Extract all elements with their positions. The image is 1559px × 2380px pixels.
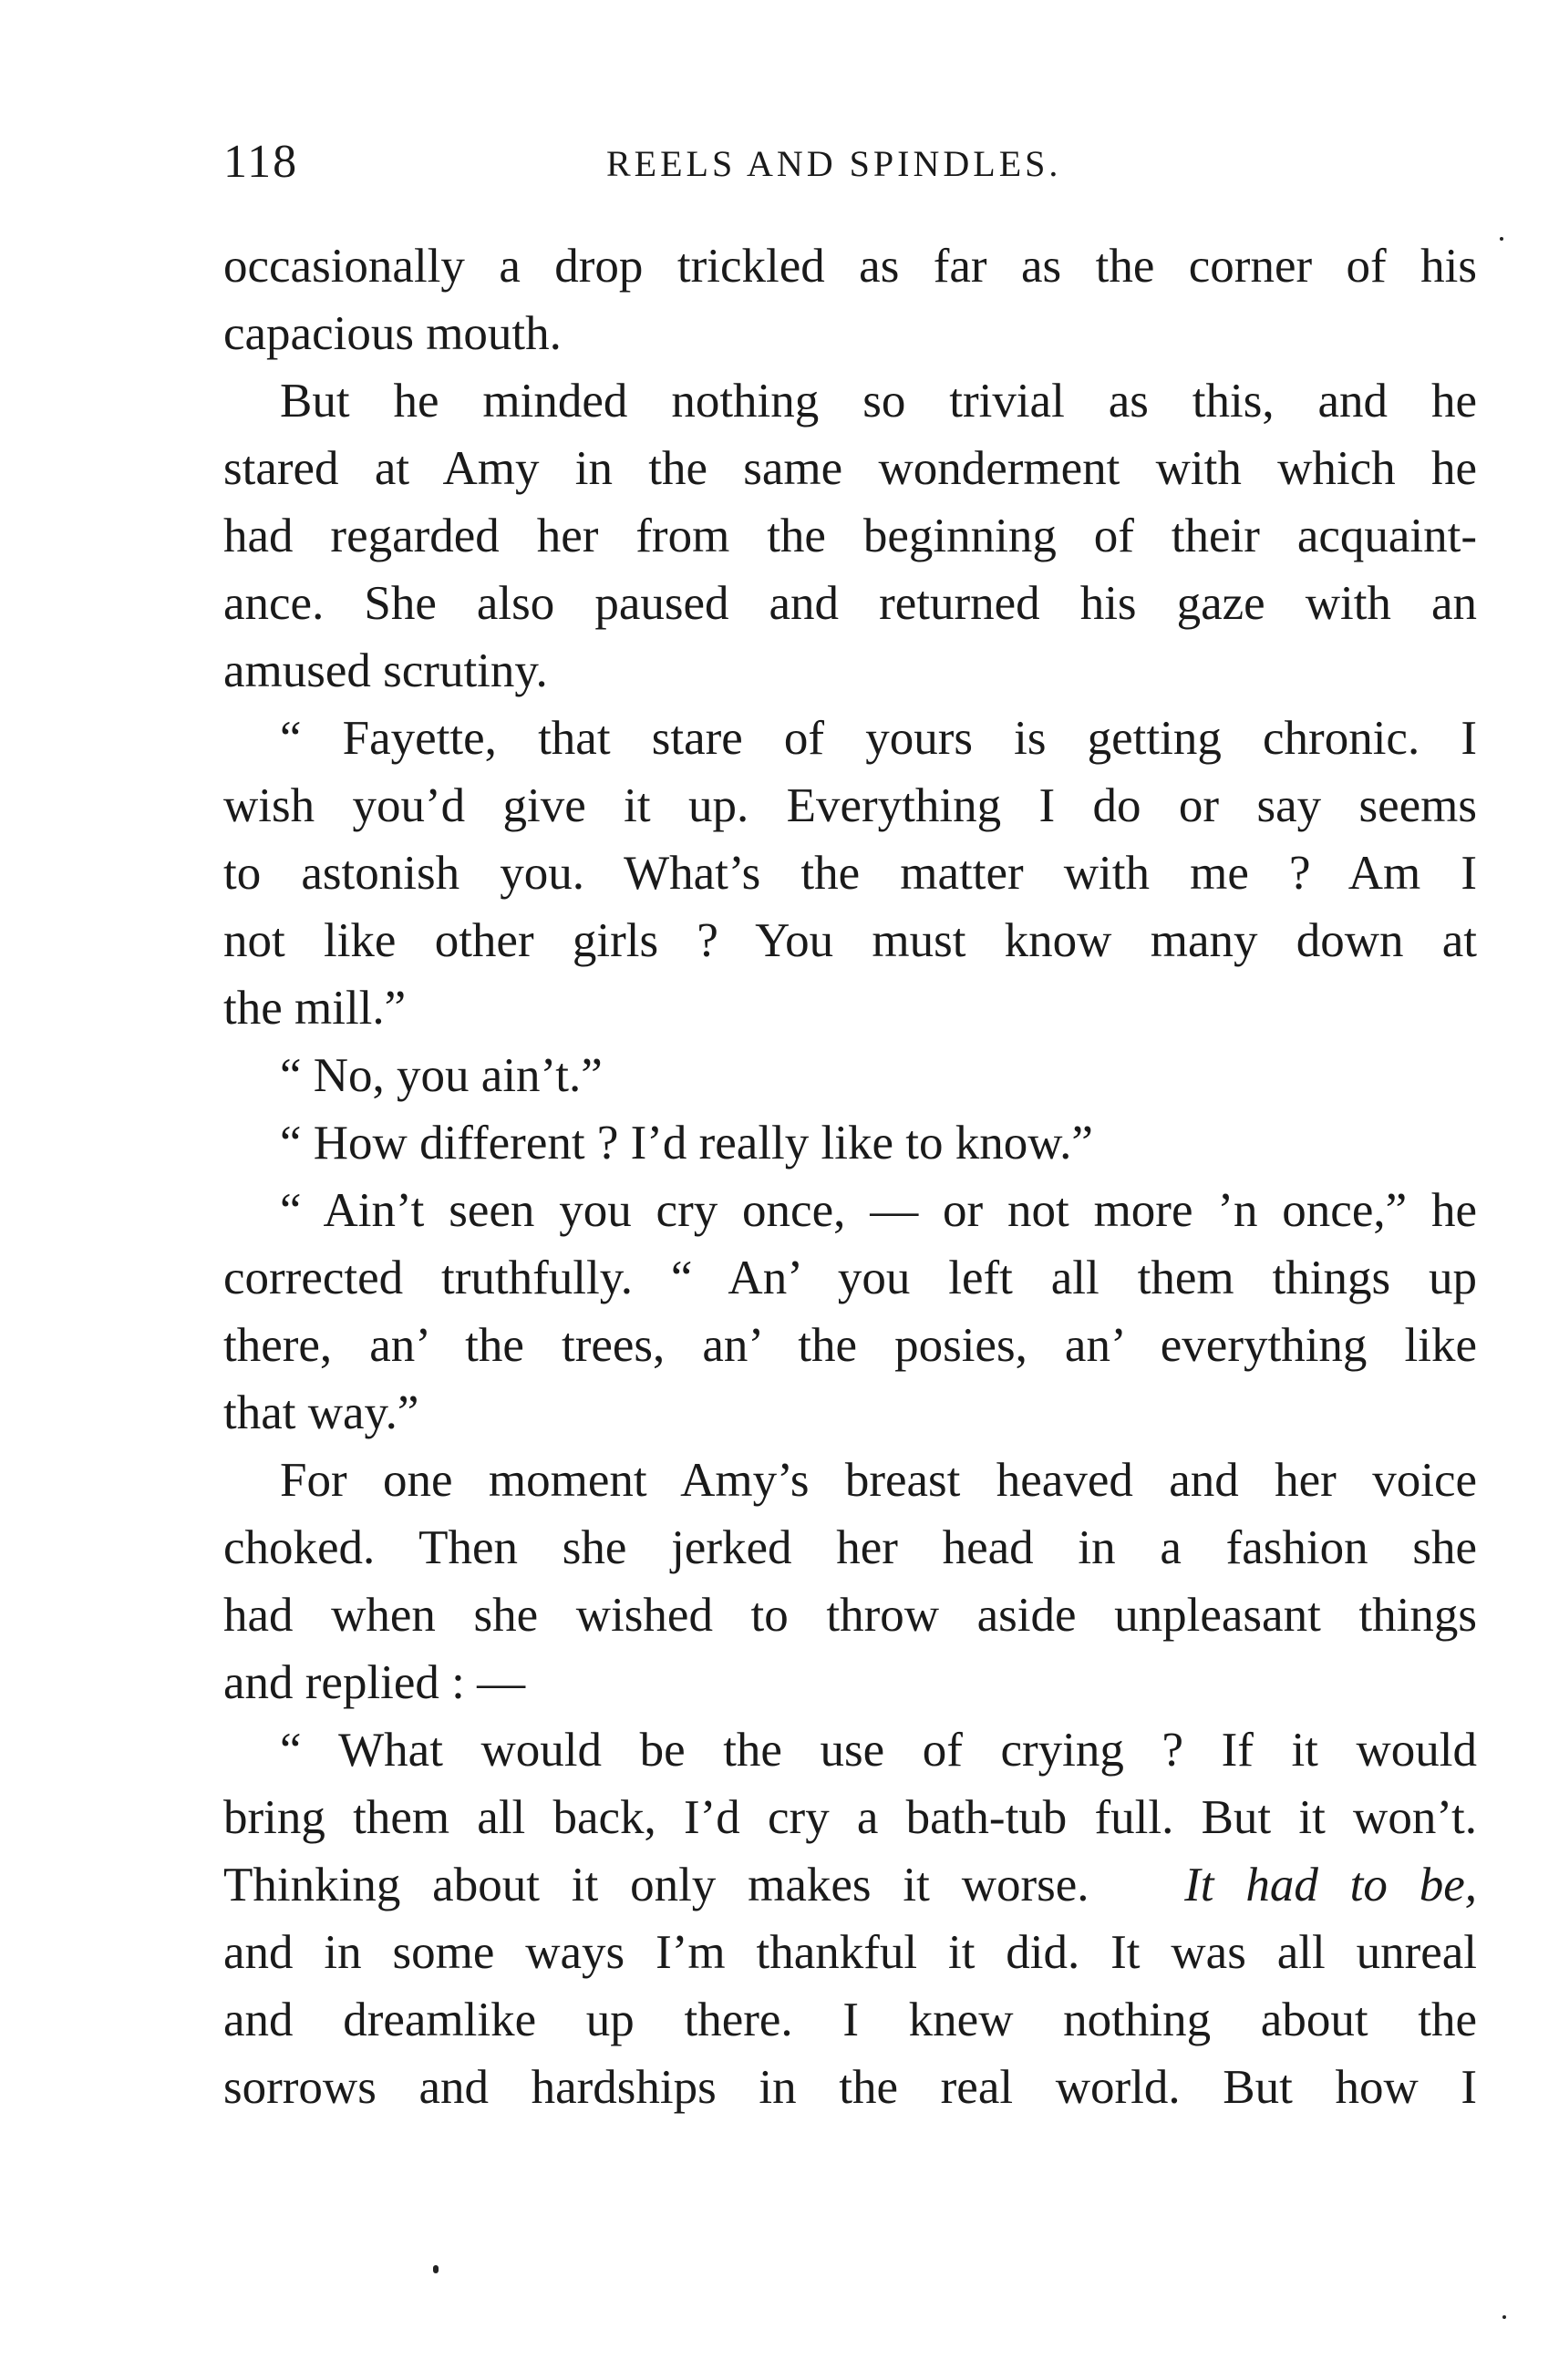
text-line: and dreamlike up there. I knew nothing about the bbox=[223, 1994, 1477, 2046]
italic-text: It had to be, bbox=[1184, 1859, 1478, 1911]
ink-speck bbox=[1500, 237, 1503, 241]
text-line: not like other girls ? You must know many down at bbox=[223, 914, 1477, 967]
text-line: occasionally a drop trickled as far as the corner of his bbox=[223, 240, 1477, 293]
text-line: and in some ways I’m thankful it did. It was all unreal bbox=[223, 1926, 1477, 1979]
body-text bbox=[223, 232, 1477, 2121]
text-line: choked. Then she jerked her head in a fashion she bbox=[223, 1521, 1477, 1574]
page-number: 118 bbox=[223, 136, 299, 188]
text-line bbox=[223, 1851, 1477, 1919]
text-line: For one moment Amy’s breast heaved and her voice bbox=[280, 1454, 1477, 1507]
text-line: sorrows and hardships in the real world. But how I bbox=[223, 2061, 1477, 2114]
running-title: REELS AND SPINDLES. bbox=[606, 143, 1062, 184]
text-line: had regarded her from the beginning of their acquaint- bbox=[223, 510, 1477, 562]
text-line: there, an’ the trees, an’ the posies, an’ everything like bbox=[223, 1319, 1477, 1372]
text-line: capacious mouth. bbox=[223, 307, 562, 360]
text-line: “ How different ? I’d really like to know.” bbox=[280, 1117, 1093, 1169]
text-line: and replied : — bbox=[223, 1656, 526, 1709]
text-line: that way.” bbox=[223, 1386, 419, 1439]
text-line: had when she wished to throw aside unpleasant things bbox=[223, 1589, 1477, 1642]
text-line: wish you’d give it up. Everything I do or say seems bbox=[223, 779, 1477, 832]
text-line: the mill.” bbox=[223, 982, 407, 1035]
text-line: stared at Amy in the same wonderment with which he bbox=[223, 442, 1477, 495]
text-line: ance. She also paused and returned his gaze with an bbox=[223, 577, 1477, 630]
text-line: to astonish you. What’s the matter with me ? Am I bbox=[223, 847, 1477, 900]
text-line: bring them all back, I’d cry a bath-tub full. But it won’t. bbox=[223, 1791, 1477, 1844]
ink-speck bbox=[1502, 2315, 1506, 2319]
text-line: But he minded nothing so trivial as this, and he bbox=[280, 375, 1477, 428]
text-line: “ Ain’t seen you cry once, — or not more ’n once,” he bbox=[280, 1184, 1477, 1237]
text-line: “ What would be the use of crying ? If it would bbox=[280, 1724, 1477, 1777]
text-fragment: Thinking about it only makes it worse. bbox=[223, 1859, 1089, 1911]
ink-speck bbox=[433, 2265, 439, 2273]
text-line: amused scrutiny. bbox=[223, 644, 548, 697]
text-line: “ Fayette, that stare of yours is getting chronic. I bbox=[280, 712, 1477, 765]
text-line: corrected truthfully. “ An’ you left all them things up bbox=[223, 1252, 1477, 1304]
text-line: “ No, you ain’t.” bbox=[280, 1049, 603, 1102]
page-header bbox=[223, 135, 1477, 190]
